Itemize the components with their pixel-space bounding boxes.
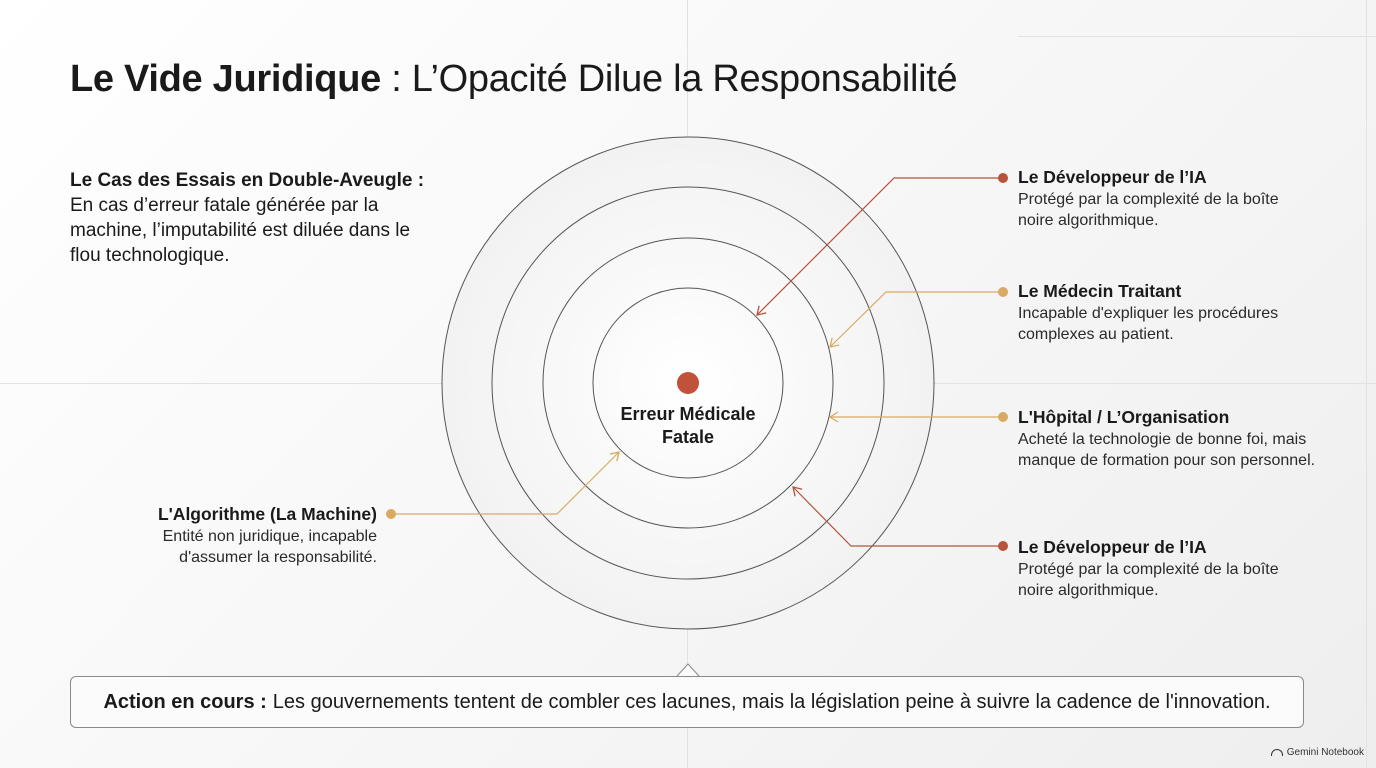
- actor-description: Entité non juridique, incapable d'assumer la responsabilité.: [162, 528, 377, 566]
- actor-dot-doctor: [998, 287, 1008, 297]
- action-banner: [70, 676, 1304, 728]
- actor-title: L'Algorithme (La Machine): [157, 504, 377, 524]
- title-bold: Le Vide Juridique: [70, 58, 381, 100]
- gemini-logo-icon: [1271, 749, 1283, 756]
- case-study-heading: Le Cas des Essais en Double-Aveugle :: [70, 170, 425, 191]
- actor-dot-developer-bottom: [998, 541, 1008, 551]
- actor-dot-algorithm: [386, 509, 396, 519]
- center-label: Erreur Médicale Fatale: [620, 404, 756, 447]
- actor-dot-hospital: [998, 412, 1008, 422]
- actor-title: Le Médecin Traitant: [1018, 281, 1182, 301]
- actor-description: Protégé par la complexité de la boîte noire algorithmique.: [1018, 191, 1279, 229]
- case-study-text: En cas d’erreur fatale générée par la machine, l’imputabilité est diluée dans le flou technologique.: [70, 195, 411, 266]
- action-label: Action en cours :: [103, 690, 267, 713]
- actor-doctor: [1018, 279, 1318, 345]
- brand-mark: [1271, 747, 1364, 758]
- center-dot: [677, 372, 699, 394]
- actor-hospital: [1018, 405, 1318, 471]
- actor-developer-top: [1018, 165, 1318, 231]
- title-rest: L’Opacité Dilue la Responsabilité: [411, 58, 958, 100]
- actor-title: L'Hôpital / L’Organisation: [1018, 407, 1230, 427]
- action-pointer: [677, 664, 699, 676]
- actor-description: Protégé par la complexité de la boîte noire algorithmique.: [1018, 561, 1279, 599]
- actor-dot-developer-top: [998, 173, 1008, 183]
- action-text: Les gouvernements tentent de combler ces lacunes, mais la législation peine à suivre la cadence de l'innovation.: [272, 690, 1271, 713]
- title-separator: :: [380, 58, 412, 100]
- actor-title: Le Développeur de l’IA: [1018, 537, 1207, 557]
- actor-developer-bottom: [1018, 535, 1318, 601]
- actor-description: Acheté la technologie de bonne foi, mais manque de formation pour son personnel.: [1018, 431, 1316, 469]
- actor-title: Le Développeur de l’IA: [1018, 167, 1207, 187]
- brand-text: Gemini Notebook: [1286, 747, 1364, 758]
- actor-algorithm: [100, 502, 377, 568]
- actor-description: Incapable d'expliquer les procédures complexes au patient.: [1018, 305, 1279, 343]
